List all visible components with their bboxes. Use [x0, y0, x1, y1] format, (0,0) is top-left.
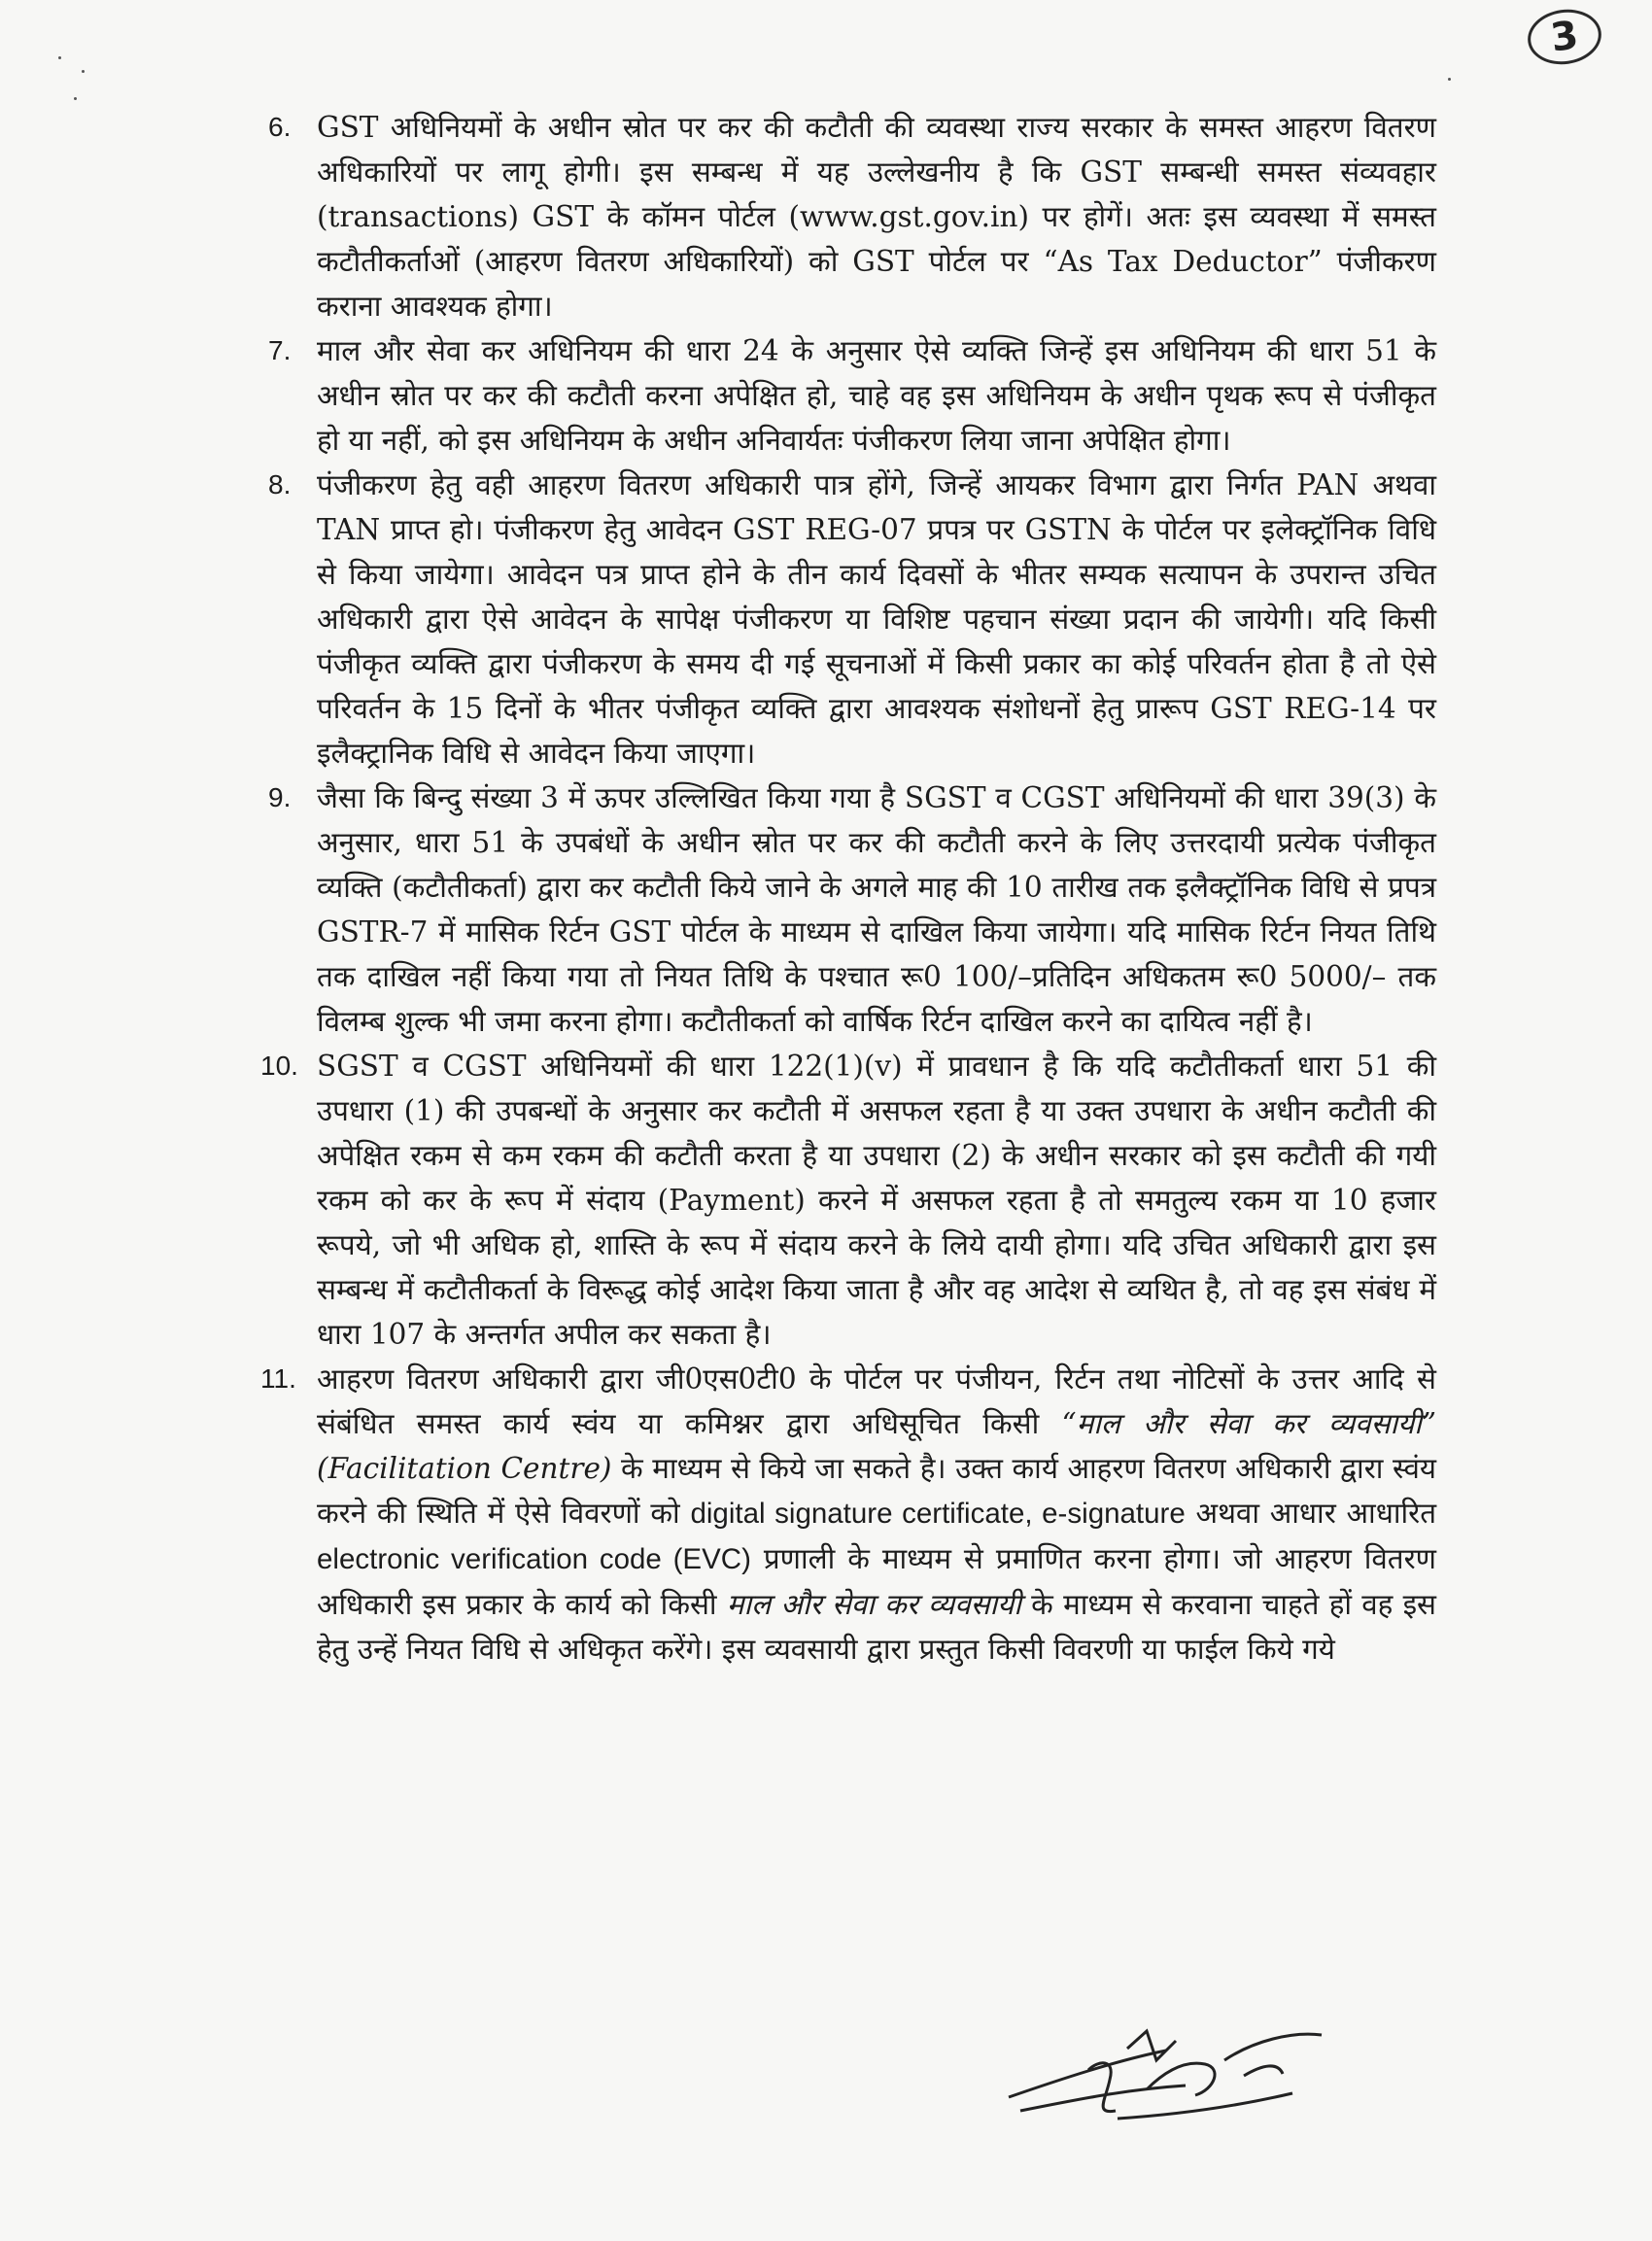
italic-text-run: माल और सेवा कर व्यवसायी [726, 1588, 1021, 1621]
text-run: प्रणाली के माध्यम से प्रमाणित करना होगा। जो आहरण वितरण अधिकारी इस प्रकार के कार्य को किसी [317, 1542, 1436, 1621]
paragraph-number: 8. [268, 469, 292, 500]
document-body [260, 105, 1437, 1672]
paragraph-text [317, 1044, 1436, 1357]
paragraph-6 [270, 105, 1436, 328]
paragraph-9 [270, 776, 1436, 1044]
paragraph-number: 6. [268, 112, 292, 142]
paragraph-text [317, 105, 1436, 328]
page-number-circle: 3 [1524, 5, 1604, 69]
paragraph-text [317, 463, 1436, 776]
text-run: जैसा कि बिन्दु संख्या 3 में ऊपर उल्लिखित किया गया है SGST व CGST अधिनियमों की धारा 39(3) के अनुसार, धारा 51 के उपबंधों के अधीन स्रोत पर कर की कटौती करने के लिए उत्तरदायी प्रत्येक पंजीकृत व्यक्ति (कटौतीकर्ता) द्वारा कर कटौती किये जाने के अगले माह की 10 तारीख तक इलैक्ट्रॉनिक विधि से प्रपत्र GSTR-7 में मासिक रिर्टन GST पोर्टल के माध्यम से दाखिल किया जायेगा। यदि मासिक रिर्टन नियत तिथि तक दाखिल नहीं किया गया तो नियत तिथि के पश्चात रू0 100/–प्रतिदिन अधिकतम रू0 5000/– तक विलम्ब शुल्क भी जमा करना होगा। कटौतीकर्ता को वार्षिक रिर्टन दाखिल करने का दायित्व नहीं है। [317, 781, 1436, 1038]
paragraph-7 [270, 328, 1436, 463]
handwritten-signature [1001, 2021, 1331, 2128]
text-run: GST अधिनियमों के अधीन स्रोत पर कर की कटौती की व्यवस्था राज्य सरकार के समस्त आहरण वितरण अधिकारियों पर लागू होगी। इस सम्बन्ध में यह उल्लेखनीय है कि GST सम्बन्धी समस्त संव्यवहार (transactions) GST के कॉमन पोर्टल (www.gst.gov.in) पर होगें। अतः इस व्यवस्था में समस्त कटौतीकर्ताओं (आहरण वितरण अधिकारियों) को GST पोर्टल पर “As Tax Deductor” पंजीकरण कराना आवश्यक होगा। [317, 111, 1436, 323]
italic-text-run: “माल और सेवा कर व्यवसायी” (Facilitation Centre) [317, 1407, 1437, 1485]
text-run: आहरण वितरण अधिकारी द्वारा जी0एस0टी0 के पोर्टल पर पंजीयन, रिर्टन तथा नोटिसों के उत्तर आदि से संबंधित समस्त कार्य स्वंय या कमिश्नर द्वारा अधिसूचित किसी [317, 1362, 1436, 1440]
sans-text-run: electronic verification code (EVC) [317, 1543, 751, 1575]
text-run: पंजीकरण हेतु वही आहरण वितरण अधिकारी पात्र होंगे, जिन्हें आयकर विभाग द्वारा निर्गत PAN अथवा TAN प्राप्त हो। पंजीकरण हेतु आवेदन GST REG-07 प्रपत्र पर GSTN के पोर्टल पर इलेक्ट्रॉनिक विधि से किया जायेगा। आवेदन पत्र प्राप्त होने के तीन कार्य दिवसों के भीतर सम्यक सत्यापन के उपरान्त उचित अधिकारी द्वारा ऐसे आवेदन के सापेक्ष पंजीकरण या विशिष्ट पहचान संख्या प्रदान की जायेगी। यदि किसी पंजीकृत व्यक्ति द्वारा पंजीकरण के समय दी गई सूचनाओं में किसी प्रकार का कोई परिवर्तन होता है तो ऐसे परिवर्तन के 15 दिनों के भीतर पंजीकृत व्यक्ति द्वारा आवश्यक संशोधनों हेतु प्रारूप GST REG-14 पर इलैक्ट्रानिक विधि से आवेदन किया जाएगा। [317, 468, 1436, 770]
paragraph-text [317, 1357, 1436, 1672]
sans-text-run: digital signature certificate, e-signature [690, 1498, 1186, 1530]
paragraph-10 [260, 1044, 1436, 1357]
paragraph-text [317, 776, 1436, 1044]
paragraph-number: 11. [260, 1363, 296, 1394]
text-run: SGST व CGST अधिनियमों की धारा 122(1)(v) में प्रावधान है कि यदि कटौतीकर्ता धारा 51 की उपधारा (1) की उपबन्धों के अनुसार कर कटौती में असफल रहता है या उक्त उपधारा के अधीन कटौती की अपेक्षित रकम से कम रकम की कटौती करता है या उपधारा (2) के अधीन सरकार को इस कटौती की गयी रकम को कर के रूप में संदाय (Payment) करने में असफल रहता है तो समतुल्य रकम या 10 हजार रूपये, जो भी अधिक हो, शास्ति के रूप में संदाय करने के लिये दायी होगा। यदि उचित अधिकारी द्वारा इस सम्बन्ध में कटौतीकर्ता के विरूद्ध कोई आदेश किया जाता है और वह आदेश से व्यथित है, तो वह इस संबंध में धारा 107 के अन्तर्गत अपील कर सकता है। [317, 1050, 1436, 1351]
text-run: के माध्यम से करवाना चाहते हों वह इस हेतु उन्हें नियत विधि से अधिकृत करेंगे। इस व्यवसायी द्वारा प्रस्तुत किसी विवरणी या फाईल किये गये [317, 1588, 1436, 1666]
text-run: अथवा आधार आधारित [1185, 1497, 1437, 1530]
text-run: के माध्यम से किये जा सकते है। उक्त कार्य आहरण वितरण अधिकारी द्वारा स्वंय करने की स्थिति में ऐसे विवरणों को [317, 1452, 1436, 1530]
paragraph-text [317, 328, 1436, 463]
paragraph-number: 9. [268, 782, 292, 812]
paragraph-8 [270, 463, 1436, 776]
text-run: माल और सेवा कर अधिनियम की धारा 24 के अनुसार ऐसे व्यक्ति जिन्हें इस अधिनियम की धारा 51 के अधीन स्रोत पर कर की कटौती करना अपेक्षित हो, चाहे वह इस अधिनियम के अधीन पृथक रूप से पंजीकृत हो या नहीं, को इस अधिनियम के अधीन अनिवार्यतः पंजीकरण लिया जाना अपेक्षित होगा। [317, 334, 1436, 457]
paragraph-11 [260, 1357, 1437, 1672]
paragraph-number: 10. [260, 1051, 298, 1081]
paragraph-number: 7. [268, 335, 292, 365]
